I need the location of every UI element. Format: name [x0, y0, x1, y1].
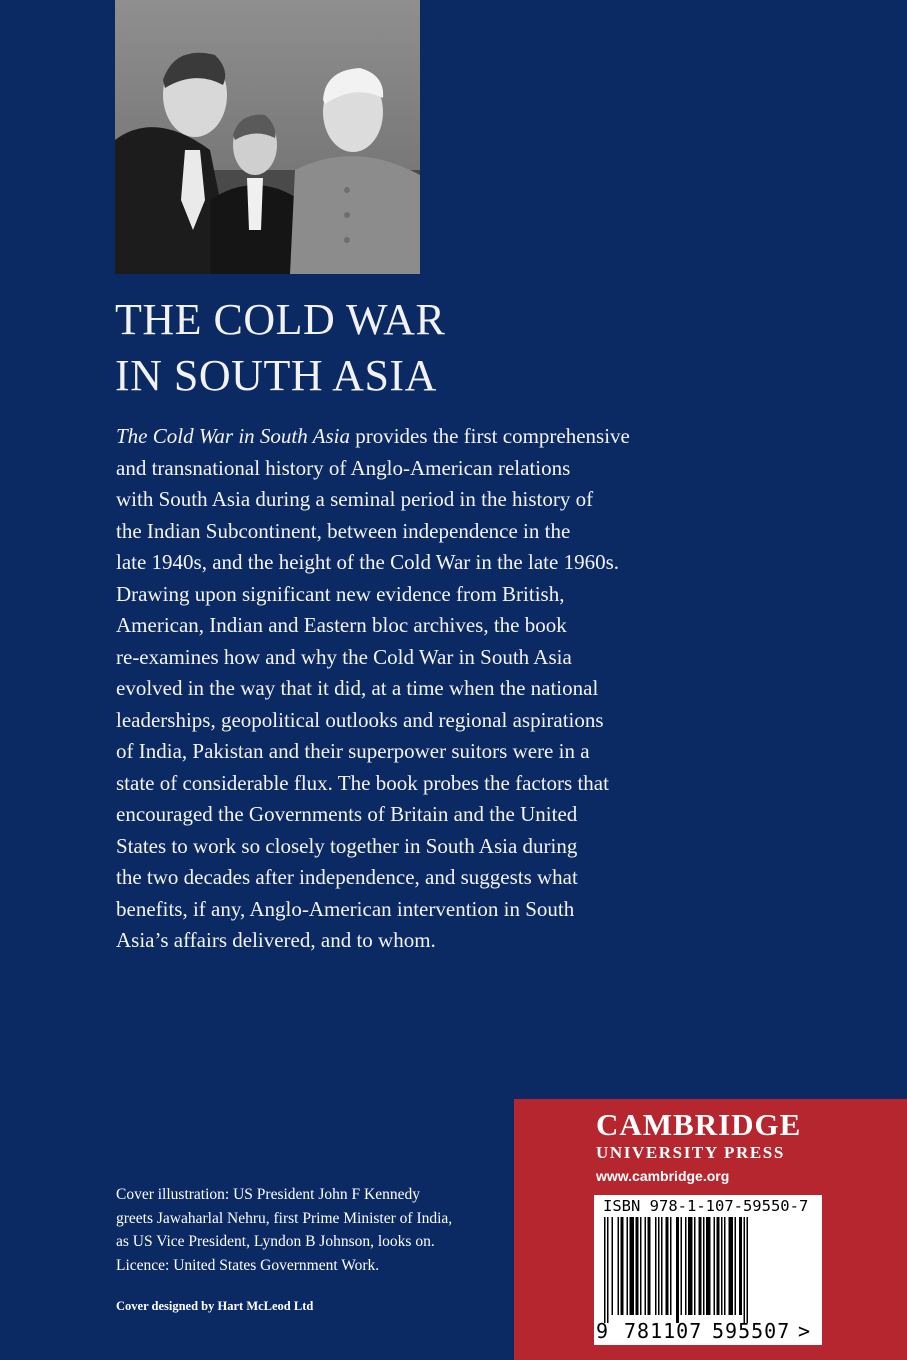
- description-line: evolved in the way that it did, at a time when the national: [116, 676, 599, 700]
- photo-image: [115, 0, 420, 274]
- credit-line: Licence: United States Government Work.: [116, 1256, 380, 1274]
- barcode-bar: [658, 1217, 660, 1315]
- barcode-bar: [661, 1217, 663, 1315]
- barcode-bars: [600, 1217, 816, 1325]
- barcode-bar: [699, 1217, 702, 1315]
- barcode-bar: [612, 1217, 614, 1315]
- barcode-bar: [747, 1217, 749, 1323]
- barcode-bar: [706, 1217, 711, 1315]
- book-title-line-2: IN SOUTH ASIA: [115, 351, 437, 400]
- barcode-bar: [655, 1217, 657, 1315]
- book-title-line-1: THE COLD WAR: [115, 295, 446, 344]
- barcode-bar: [604, 1217, 606, 1323]
- barcode-bar: [666, 1217, 669, 1315]
- barcode-bar: [648, 1217, 651, 1315]
- isbn-barcode: [594, 1195, 822, 1345]
- barcode-bar: [735, 1217, 737, 1315]
- description-line: of India, Pakistan and their superpower suitors were in a: [116, 739, 590, 763]
- cover-designer-credit: Cover designed by Hart McLeod Ltd: [116, 1299, 314, 1313]
- credit-line: Cover illustration: US President John F Kennedy: [116, 1186, 420, 1203]
- description-line-rest: provides the first comprehensive: [349, 424, 630, 448]
- cover-photo: [115, 0, 420, 274]
- barcode-bar: [636, 1217, 639, 1315]
- barcode-bar: [729, 1217, 734, 1315]
- ean-left-group: 781107: [624, 1319, 703, 1343]
- barcode-bar: [640, 1217, 642, 1315]
- barcode-bar: [607, 1217, 609, 1323]
- barcode-bar: [676, 1217, 679, 1323]
- ean-lead-digit: 9: [596, 1319, 610, 1343]
- description-line: and transnational history of Anglo-American relations: [116, 455, 571, 480]
- description-line: leaderships, geopolitical outlooks and regional aspirations: [116, 707, 604, 732]
- barcode-bar: [739, 1217, 742, 1315]
- barcode-bar: [688, 1217, 693, 1315]
- barcode-bar: [645, 1217, 647, 1315]
- description-line: encouraged the Governments of Britain and the United: [116, 802, 578, 826]
- description-line: American, Indian and Eastern bloc archives, the book: [116, 613, 567, 637]
- publisher-url: www.cambridge.org: [596, 1168, 730, 1184]
- barcode-bar: [618, 1217, 620, 1315]
- barcode-bar: [670, 1217, 672, 1315]
- description-line: with South Asia during a seminal period in the history of: [116, 487, 594, 511]
- barcode-bar: [744, 1217, 746, 1323]
- barcode-bar: [621, 1217, 624, 1315]
- description-line: States to work so closely together in South Asia during: [116, 833, 578, 858]
- barcode-bar: [724, 1217, 726, 1315]
- barcode-bar: [714, 1217, 716, 1315]
- book-description: [116, 421, 716, 957]
- description-line: state of considerable flux. The book probes the factors that: [116, 770, 609, 795]
- description-italic-title: The Cold War in South Asia: [116, 424, 350, 448]
- description-line: the Indian Subcontinent, between independence in the: [116, 518, 571, 543]
- description-line: Drawing upon significant new evidence from British,: [116, 581, 565, 606]
- description-line: Asia’s affairs delivered, and to whom.: [116, 928, 436, 952]
- book-title: [115, 292, 715, 404]
- credit-line: greets Jawaharlal Nehru, first Prime Minister of India,: [116, 1209, 453, 1227]
- publisher-subtitle: UNIVERSITY PRESS: [596, 1143, 785, 1162]
- isbn-number: ISBN 978-1-107-59550-7: [603, 1197, 809, 1215]
- publisher-panel: [514, 1099, 907, 1360]
- barcode-bar: [627, 1217, 629, 1315]
- barcode-bar: [630, 1217, 635, 1315]
- barcode-bar: [681, 1217, 683, 1315]
- cover-illustration-credit: [116, 1183, 536, 1277]
- credit-line: as US Vice President, Lyndon B Johnson, looks on.: [116, 1233, 435, 1250]
- description-line: benefits, if any, Anglo-American intervention in South: [116, 896, 575, 921]
- barcode-bar: [717, 1217, 720, 1315]
- barcode-bar: [685, 1217, 687, 1315]
- barcode-bar: [694, 1217, 696, 1315]
- publisher-name: CAMBRIDGE: [596, 1107, 802, 1142]
- description-line: [116, 421, 716, 453]
- description-line: late 1940s, and the height of the Cold War in the late 1960s.: [116, 550, 619, 574]
- barcode-bar: [721, 1217, 723, 1315]
- ean-right-group: 595507: [712, 1319, 791, 1343]
- description-line: re-examines how and why the Cold War in South Asia: [116, 644, 572, 669]
- ean-arrow: >: [798, 1319, 812, 1343]
- barcode-bar: [703, 1217, 705, 1315]
- description-line: the two decades after independence, and suggests what: [116, 865, 578, 889]
